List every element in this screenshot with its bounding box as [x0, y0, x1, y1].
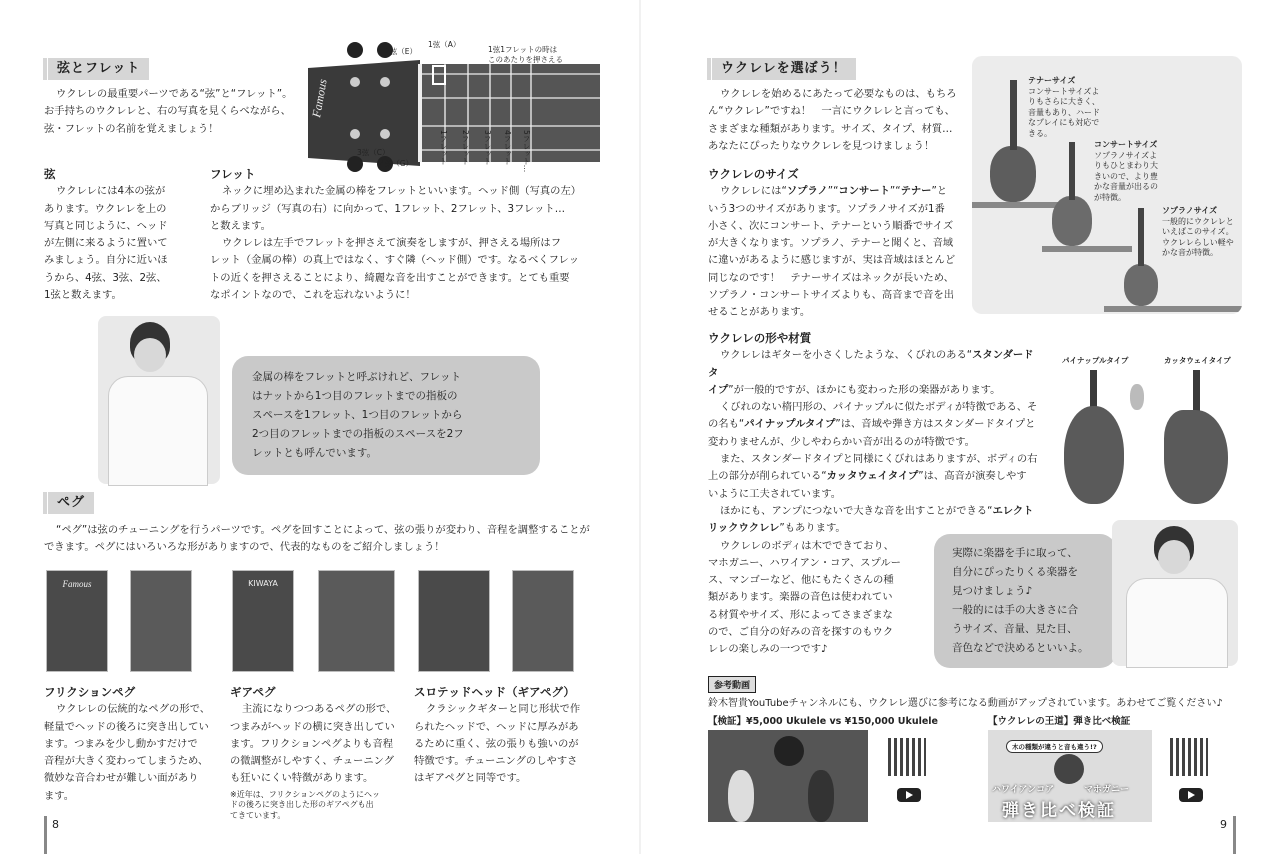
size-label-title: ソプラノサイズ [1162, 206, 1218, 215]
type-label-cutaway: カッタウェイタイプ [1164, 356, 1231, 365]
bubble-line: 実際に楽器を手に取って、 [952, 547, 1078, 559]
peg-photo-slotted-back [512, 570, 574, 672]
bubble-line: 一般的には手の大きさに合 [952, 604, 1078, 616]
bubble-line: うサイズ、音量、見た目、 [952, 623, 1078, 635]
section-heading-choose: ウクレレを選ぼう！ [712, 58, 856, 80]
peg-type-line: ウクレレの伝統的なペグの形で、 [56, 703, 210, 716]
peg-photo-label: Famous [62, 579, 92, 589]
peg-type-line: ます。つまみを少し動かすだけで [44, 737, 198, 750]
shape-line: マホガニー、ハワイアン・コア、スプルー [708, 556, 901, 569]
strings-line: 写真と同じように、ヘッド [44, 219, 168, 232]
presenter-shirt [108, 376, 208, 486]
bubble-line: はナットから1つ目のフレットまでの指板の [252, 390, 458, 402]
shape-line: イプ”が一般的ですが、ほかにも変わった形の楽器があります。 [708, 383, 1001, 396]
size-label-line: きいので、より豊 [1094, 171, 1158, 181]
frets-title: フレット [210, 167, 256, 181]
size-label-line: かな音量が出るの [1094, 182, 1158, 191]
presenter-shirt [1126, 578, 1228, 668]
shape-line: の名も“パイナップルタイプ”は、音域や弾き方はスタンダードタイプと [708, 418, 1036, 431]
shape-line: ほかにも、アンプにつないで大きな音を出すことができる“エレクト [720, 504, 1034, 517]
strings-line: 1弦と数えます。 [44, 289, 122, 302]
peg-photo-gear-back [318, 570, 395, 672]
tenor-ukulele-body [990, 146, 1036, 202]
cutaway-ukulele-body [1164, 410, 1228, 504]
peg-type-slotted [414, 684, 589, 788]
frets-line: ネックに埋め込まれた金属の棒をフレットといいます。ヘッド側（写真の左） [222, 185, 582, 198]
peg-type-line: 音程が大きく変わってしまうため、 [44, 755, 209, 768]
choose-intro-line: ウクレレを始めるにあたって必要なものは、もちろ [720, 88, 957, 100]
shape-line: ので、ご自分の好みの音を探すのもウク [708, 626, 894, 639]
type-label-pineapple: パイナップルタイプ [1062, 356, 1129, 365]
peg-photo-gear-front [232, 570, 294, 672]
thumbnail-person [774, 736, 804, 766]
strings-intro [44, 86, 294, 138]
peg-type-friction [44, 684, 214, 805]
cutaway-ukulele-neck [1193, 370, 1200, 414]
size-label-line: なプレイにも対応で [1028, 118, 1100, 127]
frets-line: と数えます。 [210, 219, 271, 232]
fret-label: 1フレット [439, 130, 448, 165]
thumb2-caption-main: 弾き比べ検証 [1002, 801, 1116, 821]
size-label-line: いえばこのサイズ。 [1162, 227, 1234, 236]
fret-label: 3フレット [483, 130, 492, 165]
tenor-ukulele-neck [1010, 80, 1017, 150]
thumb2-caption-left: ハワイアンコア [992, 785, 1055, 795]
strings-line: あります。ウクレレを上の [44, 202, 167, 215]
strings-line: ウクレレには4本の弦が [56, 185, 166, 198]
frets-line: からブリッジ（写真の右）に向かって、1フレット、2フレット、3フレット… [210, 202, 566, 215]
size-label-title: コンサートサイズ [1094, 140, 1158, 149]
peg-type-line: ます。フリクションペグよりも音程 [230, 737, 394, 750]
peg-intro-line: できます。ペグにはいろいろな形がありますので、代表的なものをご紹介しましょう！ [44, 541, 445, 554]
intro-line: ウクレレの最重要パーツである“弦”と“フレット”。 [56, 88, 293, 100]
frets-line: トの近くを押さえることにより、綺麗な音を出すことができます。とても重要 [210, 271, 570, 284]
peg-note-line: ※近年は、フリクションペグのようにヘッ [230, 789, 381, 799]
peg-type-line: の微調整がしやすく、チューニング [230, 755, 395, 768]
shelf [1042, 246, 1132, 252]
frets-section [210, 166, 590, 304]
peg-intro-line: “ペグ”は弦のチューニングを行うパーツです。ペグを回すことによって、弦の張りが変わり、音程を調整することが [56, 524, 590, 536]
size-label-line: かな音が特徴。 [1162, 248, 1218, 257]
peg-photo-label: KIWAYA [248, 579, 278, 588]
pineapple-ukulele-neck [1090, 370, 1097, 410]
video1-thumbnail[interactable] [708, 730, 868, 822]
bubble-line: 音色などで決めるといいよ。 [952, 642, 1089, 654]
tuner-post [380, 129, 390, 139]
video1-title[interactable]: 【検証】¥5,000 Ukulele vs ¥150,000 Ukulele [708, 716, 939, 727]
concert-ukulele-neck [1069, 142, 1075, 200]
reference-badge: 参考動画 [708, 676, 756, 693]
video2-thumbnail[interactable] [988, 730, 1152, 822]
reference-text: 鈴木智貴YouTubeチャンネルにも、ウクレレ選びに参考になる動画がアップされています。あわせてご覧ください♪ [708, 698, 1223, 709]
strings-line: が左側に来るように置いて [44, 237, 168, 250]
section-heading-peg: ペグ [48, 492, 94, 514]
frets-line: なポイントなので、これを忘れないように！ [210, 289, 416, 302]
peg-type-line: 主流になりつつあるペグの形で、 [242, 703, 397, 716]
page-bar-right [1233, 816, 1236, 854]
strings-section [44, 166, 209, 304]
peg-intro [44, 522, 604, 557]
bubble-line: 2つ目のフレットまでの指板のスペースを2フ [252, 428, 464, 440]
choose-intro-line: さまざまな種類があります。サイズ、タイプ、材質… [708, 122, 953, 135]
peg-note-line: ドの後ろに突き出した形のギアペグも出 [230, 800, 374, 810]
size-label-concert [1094, 140, 1194, 203]
peg-type-title: フリクションペグ [44, 685, 136, 699]
intro-line: お手持ちのウクレレと、右の写真を見くらべながら、 [44, 105, 291, 118]
size-label-tenor [1028, 76, 1118, 139]
page-number-left: 8 [52, 818, 59, 831]
size-label-line: りもさらに大きく、 [1028, 97, 1100, 106]
shelf [972, 202, 1062, 208]
intro-line: 弦・フレットの名前を覚えましょう！ [44, 122, 219, 135]
thumbnail-ukulele [728, 770, 754, 822]
size-label-line: コンサートサイズよ [1028, 86, 1100, 96]
string3-label: 3弦（C） [357, 148, 390, 157]
pineapple-ukulele-body [1064, 406, 1124, 504]
shape-line: ウクレレのボディは木でできており、 [720, 539, 894, 552]
speech-bubble-frets [232, 356, 540, 475]
strings-line: うから、4弦、3弦、2弦、 [44, 271, 167, 284]
peg-type-title: ギアペグ [230, 685, 276, 699]
thumbnail-person [1054, 754, 1084, 784]
size-label-line: 一般的にウクレレと [1162, 216, 1234, 226]
soprano-ukulele-body [1124, 264, 1158, 306]
page-gutter [639, 0, 641, 854]
shape-line: ウクレレはギターを小さくしたような、くびれのある“スタンダードタ [708, 349, 1034, 379]
thumb2-caption-right: マホガニー [1084, 785, 1130, 795]
peg-photo-friction-back [130, 570, 192, 672]
fret-label: 4フレット [503, 130, 512, 165]
size-line: 同じなのです！ テナーサイズはネックが長いため、 [708, 271, 954, 284]
bubble-line: 自分にぴったりくる楽器を [952, 566, 1078, 578]
frets-line: ウクレレは左手でフレットを押さえて演奏をしますが、押さえる場所はフ [222, 237, 562, 250]
peg-type-gear [230, 684, 400, 821]
section-heading-strings: 弦とフレット [48, 58, 149, 80]
size-line: せることがあります。 [708, 306, 811, 319]
size-label-title: テナーサイズ [1028, 76, 1076, 85]
choose-intro [708, 86, 968, 155]
shape-line: レレの楽しみの一つです♪ [708, 643, 828, 656]
strings-line: みましょう。自分に近いほ [44, 254, 168, 267]
peg-photo-friction-front [46, 570, 108, 672]
shape-line: ス、マンゴーなど、他にもたくさんの種 [708, 574, 894, 587]
presenter-photo-left [98, 316, 220, 484]
choose-intro-line: ん“ウクレレ”ですね！ 一言にウクレレと言っても、 [708, 105, 955, 118]
shape-line: る材質やサイズ、形によってさまざまな [708, 608, 893, 621]
video1-play-icon[interactable] [897, 788, 921, 802]
size-label-soprano [1162, 206, 1242, 259]
presenter-face [1158, 540, 1190, 574]
peg-type-line: るために重く、弦の張りも強いのが [414, 737, 579, 750]
fret-label: 5フレット… [522, 130, 531, 173]
size-label-line: 音量もあり、ハード [1028, 107, 1100, 117]
peg-type-line: ます。 [44, 789, 75, 802]
tuner-post [350, 129, 360, 139]
video2-qr-code[interactable] [1170, 738, 1208, 776]
peg-type-line: 特徴です。チューニングのしやすさ [414, 755, 578, 768]
peg-note-line: てきています。 [230, 810, 286, 820]
peg-type-line: はギアペグと同等です。 [414, 772, 527, 785]
size-line: ソプラノ・コンサートサイズよりも、高音まで音を出 [708, 289, 954, 302]
peg-type-line: られたヘッドで、ヘッドに厚みがあ [414, 720, 579, 733]
page-bar-left [44, 816, 47, 854]
choose-intro-line: あなたにぴったりなウクレレを見つけましょう！ [708, 139, 935, 152]
video2-play-icon[interactable] [1179, 788, 1203, 802]
size-line: ウクレレには“ソプラノ”“コンサート”“テナー”と [720, 185, 948, 198]
string1-label: 1弦（A） [428, 40, 461, 49]
peg-type-line: クラシックギターと同じ形状で作 [426, 703, 581, 716]
shape-line: くびれのない楕円形の、パイナップルに似たボディが特徴である、そ [720, 401, 1038, 414]
shape-line: 類があります。楽器の音色は使われてい [708, 591, 893, 604]
fret-note-line: このあたりを押さえる [488, 55, 563, 64]
size-line: に違いがあるように感じますが、実は音域はほとんど [708, 254, 956, 267]
thumbnail-ukulele [808, 770, 834, 822]
fret-note-line: 1弦1フレットの時は [488, 45, 558, 54]
shape-title: ウクレレの形や材質 [708, 331, 812, 345]
shape-line: リックウクレレ”もあります。 [708, 522, 846, 535]
peg-type-line: 軽量でヘッドの後ろに突き出してい [44, 720, 209, 733]
size-title: ウクレレのサイズ [708, 167, 799, 181]
shape-line: また、スタンダードタイプと同様にくびれはありますが、ボディの右 [720, 453, 1038, 466]
peg-type-title: スロテッドヘッド（ギアペグ） [414, 685, 575, 699]
page-number-right: 9 [1220, 818, 1227, 831]
peg-type-line: つまみがヘッドの横に突き出してい [230, 720, 395, 733]
presenter-photo-right [1112, 520, 1238, 666]
string4-label: 4弦（G） [380, 159, 414, 168]
tuner-post [350, 77, 360, 87]
video1-qr-code[interactable] [888, 738, 926, 776]
size-label-line: が特徴。 [1094, 192, 1126, 202]
thumb2-caption-top: 木の種類が違うと音も違う!? [1006, 740, 1103, 753]
shape-line: 変わりませんが、少しやわらかい音が出るのが特徴です。 [708, 435, 975, 448]
presenter-face [134, 338, 166, 372]
peg-type-line: 微妙な音合わせが難しい面があり [44, 772, 199, 785]
size-label-line: ウクレレらしい軽や [1162, 237, 1234, 247]
peg-photo-slotted-front [418, 570, 490, 672]
size-label-line: りもひとまわり大 [1094, 161, 1158, 170]
concert-ukulele-body [1052, 196, 1092, 246]
video2-title[interactable]: 【ウクレレの王道】弾き比べ検証 [988, 716, 1131, 727]
frets-line: レット（金属の棒）の真上ではなく、すぐ隣（ヘッド側）です。なるべくフレッ [210, 254, 580, 267]
shelf [1104, 306, 1242, 312]
tuner-knob [347, 42, 363, 58]
string2-label: 2弦（E） [385, 47, 418, 56]
shape-line: いように工夫されています。 [708, 487, 842, 500]
shape-line: 上の部分が削られている“カッタウェイタイプ”は、高音が演奏しやす [708, 470, 1027, 483]
tuner-post [380, 77, 390, 87]
size-label-line: ソプラノサイズよ [1094, 150, 1158, 160]
size-line: 小さく、次にコンサート、テナーという順番でサイズ [708, 219, 954, 232]
pineapple-icon [1130, 384, 1144, 410]
peg-type-line: も狂いにくい特徴があります。 [230, 772, 374, 785]
size-line: いう3つのサイズがあります。ソプラノサイズが1番 [708, 202, 945, 215]
speech-bubble-choose [934, 534, 1116, 668]
soprano-ukulele-neck [1138, 208, 1144, 266]
bubble-line: スペースを1フレット、1つ目のフレットから [252, 409, 463, 421]
fret-label: 2フレット [461, 130, 470, 165]
size-label-line: きる。 [1028, 128, 1052, 138]
size-line: が大きくなります。ソプラノ、テナーと聞くと、音域 [708, 237, 954, 250]
bubble-line: レットとも呼んでいます。 [252, 447, 378, 459]
brand-logo: Famous [309, 78, 330, 119]
bubble-line: 金属の棒をフレットと呼ぶけれど、フレット [252, 371, 461, 383]
strings-title: 弦 [44, 167, 56, 181]
bubble-line: 見つけましょう♪ [952, 585, 1033, 597]
size-section [708, 166, 970, 322]
